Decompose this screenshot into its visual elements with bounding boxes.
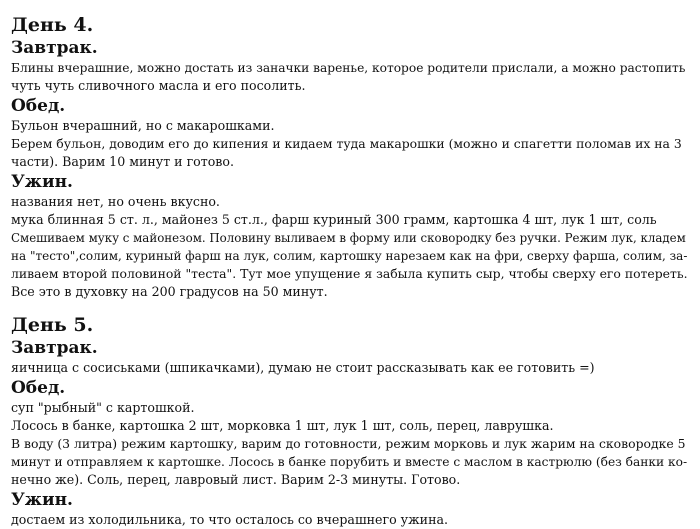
day-5-lunch-line: суп "рыбный" с картошкой. (11, 400, 195, 415)
recipe-page (11, 14, 691, 529)
day-4-dinner-line: Все это в духовку на 200 градусов на 50 минут. (11, 284, 328, 299)
day-5-lunch-heading: Обед. (11, 378, 66, 398)
day-4-lunch-line: Бульон вчерашний, но с макарошками. (11, 118, 275, 133)
day-4-dinner-line: мука блинная 5 ст. л., майонез 5 ст.л., фарш куриный 300 грамм, картошка 4 шт, лук 1 шт, соль (11, 212, 657, 227)
day-4-dinner-heading: Ужин. (11, 172, 73, 192)
day-4-title: День 4. (11, 14, 94, 36)
day-5-section (11, 314, 691, 529)
day-5-lunch-line: нечно же). Соль, перец, лавровый лист. Варим 2-3 минуты. Готово. (11, 472, 461, 487)
day-5-breakfast-heading: Завтрак. (11, 338, 98, 358)
day-4-dinner-line: ливаем второй половиной "теста". Тут мое упущение я забыла купить сыр, чтобы сверху его потереть. (11, 266, 688, 281)
day-4-dinner-line: Смешиваем муку с майонезом. Половину выливаем в форму или сковородку без ручки. Режим лук, кладем (11, 231, 686, 245)
day-4-lunch-heading: Обед. (11, 96, 66, 116)
day-4-breakfast-line: чуть чуть сливочного масла и его посолить. (11, 78, 306, 93)
day-5-lunch-line: В воду (3 литра) режим картошку, варим до готовности, режим морковь и лук жарим на сковородке 5 (11, 436, 686, 451)
day-5-dinner-heading: Ужин. (11, 490, 73, 510)
day-4-lunch-line: части). Варим 10 минут и готово. (11, 154, 234, 169)
day-4-breakfast-heading: Завтрак. (11, 38, 98, 58)
day-5-breakfast-line: яичница с сосиськами (шпикачками), думаю не стоит рассказывать как ее готовить =) (11, 360, 595, 375)
day-5-dinner-line: достаем из холодильника, то что осталось со вчерашнего ужина. (11, 512, 448, 527)
day-5-lunch-line: минут и отправляем к картошке. Лосось в банке порубить и вместе с маслом в кастрюлю (без банки ко- (11, 455, 688, 469)
day-4-dinner-line: на "тесто",солим, куриный фарш на лук, солим, картошку нарезаем как на фри, сверху фарша, солим, за- (11, 249, 688, 263)
day-5-lunch-line: Лосось в банке, картошка 2 шт, морковка 1 шт, лук 1 шт, соль, перец, лаврушка. (11, 418, 554, 433)
day-4-section (11, 14, 691, 301)
day-4-breakfast-line: Блины вчерашние, можно достать из заначки варенье, которое родители прислали, а можно растопить (11, 61, 686, 75)
day-5-title: День 5. (11, 314, 94, 336)
day-4-dinner-line: названия нет, но очень вкусно. (11, 194, 220, 209)
day-4-lunch-line: Берем бульон, доводим его до кипения и кидаем туда макарошки (можно и спагетти поломав их на 3 (11, 136, 682, 151)
